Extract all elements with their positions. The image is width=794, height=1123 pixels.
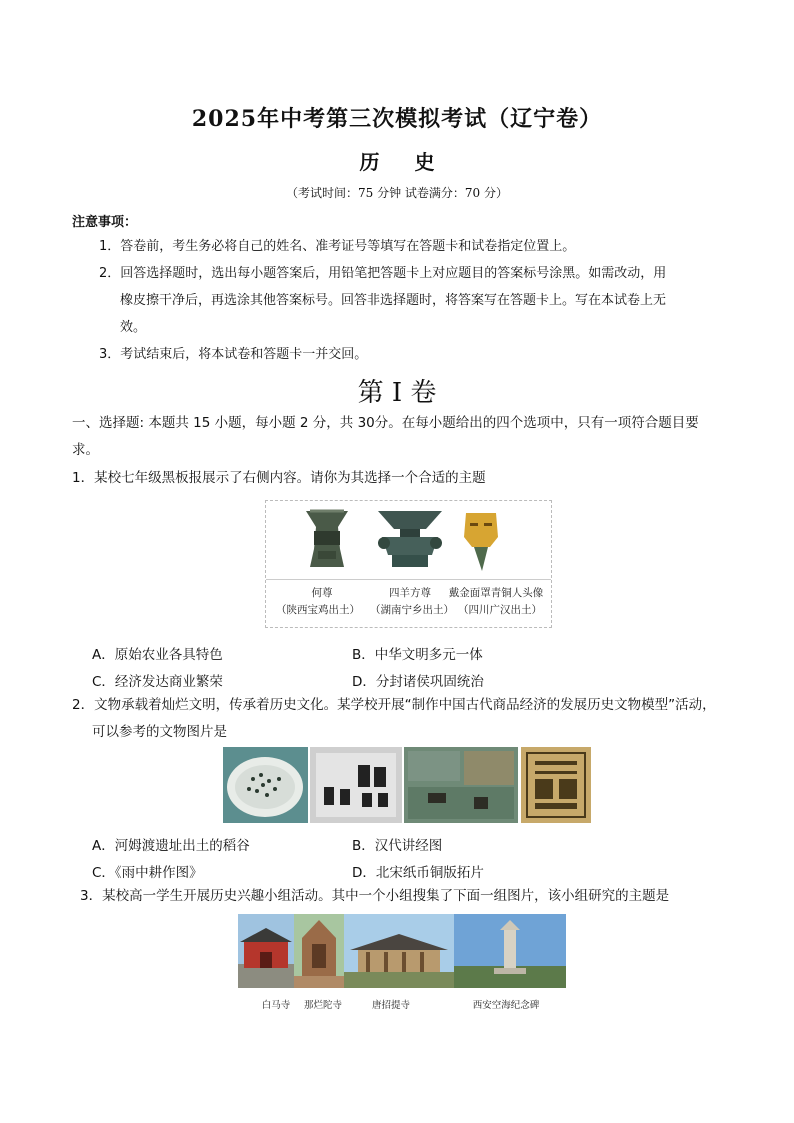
note-2-end: 效。 bbox=[120, 320, 147, 335]
q1-figure-divider bbox=[266, 579, 551, 580]
caption-shaanxi: （陕西宝鸡出土） bbox=[276, 604, 360, 616]
q2-option-c[interactable]: C．《雨中耕作图》 bbox=[92, 865, 203, 881]
q1-option-d[interactable]: D．分封诸侯巩固统治 bbox=[352, 674, 484, 690]
notes-heading: 注意事项： bbox=[72, 215, 138, 230]
kukai-memorial-image bbox=[454, 914, 566, 988]
section-instructions-end: 求。 bbox=[72, 442, 99, 458]
gold-mask-head-image bbox=[460, 507, 502, 573]
caption-gold-mask: 戴金面罩青铜人头像 bbox=[448, 587, 544, 599]
toshodaiji-temple-image bbox=[344, 914, 454, 988]
caption-nalanda: 那烂陀寺 bbox=[303, 1000, 342, 1011]
caption-kukai: 西安空海纪念碑 bbox=[472, 1000, 540, 1011]
exam-info: （考试时间：75 分钟 试卷满分：70 分） bbox=[286, 186, 508, 200]
q3-stem: 3．某校高一学生开展历史兴趣小组活动。其中一个小组搜集了下面一组图片，该小组研究的主题是 bbox=[80, 888, 670, 904]
baima-temple-image bbox=[238, 914, 294, 988]
han-lecture-image bbox=[310, 747, 402, 823]
q1-option-a[interactable]: A．原始农业各具特色 bbox=[92, 647, 223, 663]
section-instructions: 一、选择题: 本题共 15 小题，每小题 2 分，共 30分。在每小题给出的四个选项中，只有一项符合题目要 bbox=[72, 415, 699, 431]
q2-option-d[interactable]: D．北宋纸币铜版拓片 bbox=[352, 865, 484, 881]
hemudu-rice-image bbox=[223, 747, 308, 823]
q2-option-b[interactable]: B．汉代讲经图 bbox=[352, 838, 443, 854]
note-1: 1．答卷前，考生务必将自己的姓名、准考证号等填写在答题卡和试卷指定位置上。 bbox=[99, 239, 576, 254]
caption-sichuan: （四川广汉出土） bbox=[458, 604, 542, 616]
caption-four-goat-zun: 四羊方尊 bbox=[389, 587, 431, 599]
four-goat-zun-image bbox=[370, 509, 450, 569]
q2-option-a[interactable]: A．河姆渡遗址出土的稻谷 bbox=[92, 838, 250, 854]
he-zun-image bbox=[300, 509, 354, 571]
caption-toshodaiji: 唐招提寺 bbox=[371, 1000, 410, 1011]
q1-option-c[interactable]: C．经济发达商业繁荣 bbox=[92, 674, 223, 690]
caption-hunan: （湖南宁乡出土） bbox=[370, 604, 454, 616]
caption-baima: 白马寺 bbox=[261, 1000, 291, 1011]
note-2-cont: 橡皮擦干净后，再选涂其他答案标号。回答非选择题时，将答案写在答题卡上。写在本试卷上无 bbox=[120, 293, 667, 308]
caption-he-zun: 何尊 bbox=[311, 587, 333, 599]
q2-stem-cont: 可以参考的文物图片是 bbox=[92, 724, 227, 740]
q1-stem: 1．某校七年级黑板报展示了右侧内容。请你为其选择一个合适的主题 bbox=[72, 470, 486, 486]
q1-figure bbox=[265, 500, 552, 628]
note-2: 2．回答选择题时，选出每小题答案后，用铅笔把答题卡上对应题目的答案标号涂黑。如需改动，用 bbox=[99, 266, 667, 281]
nalanda-temple-image bbox=[294, 914, 344, 988]
subject-title: 历 史 bbox=[359, 150, 435, 174]
song-banknote-plate-image bbox=[521, 747, 591, 823]
q2-stem: 2．文物承载着灿烂文明，传承着历史文化。某学校开展“制作中国古代商品经济的发展历史文物模型”活动， bbox=[72, 697, 716, 713]
q1-option-b[interactable]: B．中华文明多元一体 bbox=[352, 647, 483, 663]
volume-heading: 第 I 卷 bbox=[357, 378, 437, 408]
exam-title: 2025年中考第三次模拟考试（辽宁卷） bbox=[191, 106, 603, 132]
note-3: 3．考试结束后，将本试卷和答题卡一并交回。 bbox=[99, 347, 368, 362]
rain-farming-image bbox=[404, 747, 518, 823]
